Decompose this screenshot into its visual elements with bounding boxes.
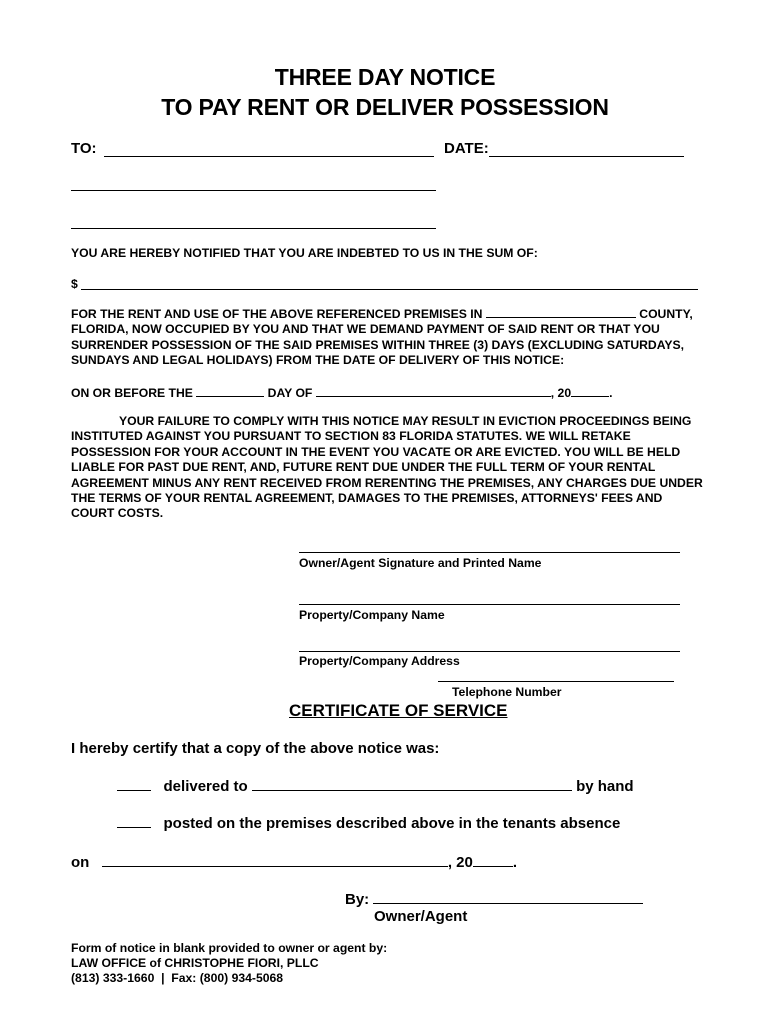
- posted-checkbox-line[interactable]: [117, 813, 151, 828]
- by-hand-label: by hand: [576, 778, 634, 795]
- by-signature-field[interactable]: [373, 889, 643, 904]
- footer-phone-fax: (813) 333-1660 | Fax: (800) 934-5068: [71, 971, 284, 985]
- footer-provided-by: Form of notice in blank provided to owner or agent by:: [71, 941, 388, 955]
- document-title-line1: THREE DAY NOTICE: [274, 64, 496, 90]
- posted-row: [117, 813, 620, 832]
- on-or-before-line: [71, 384, 613, 400]
- by-label: By:: [345, 891, 370, 908]
- owner-agent-signature-label: Owner/Agent Signature and Printed Name: [299, 556, 542, 570]
- rent-line4: SUNDAYS AND LEGAL HOLIDAYS) FROM THE DATE OF DELIVERY OF THIS NOTICE:: [71, 353, 565, 368]
- telephone-line[interactable]: [438, 681, 674, 682]
- rent-line1-a: FOR THE RENT AND USE OF THE ABOVE REFERENCED PREMISES IN: [71, 307, 483, 321]
- on-or-before-label: ON OR BEFORE THE: [71, 386, 193, 400]
- delivered-to-field[interactable]: [252, 776, 572, 791]
- delivered-row: [117, 776, 634, 795]
- service-year-field[interactable]: [473, 852, 513, 867]
- service-date-field[interactable]: [102, 852, 448, 867]
- warning-line1: YOUR FAILURE TO COMPLY WITH THIS NOTICE MAY RESULT IN EVICTION PROCEEDINGS BEING: [119, 414, 692, 428]
- rent-line1-b: COUNTY,: [639, 307, 693, 321]
- county-field[interactable]: [486, 305, 636, 318]
- warning-line6: THE TERMS OF YOUR RENTAL AGREEMENT, DAMAGES TO THE PREMISES, ATTORNEYS' FEES AND: [71, 491, 663, 506]
- service-year-suffix: .: [512, 854, 518, 871]
- dollar-sign: $: [71, 277, 78, 291]
- owner-agent-signature-line[interactable]: [299, 552, 680, 553]
- company-name-line[interactable]: [299, 604, 680, 605]
- company-name-label: Property/Company Name: [299, 608, 445, 622]
- indebted-statement: YOU ARE HEREBY NOTIFIED THAT YOU ARE INDEBTED TO US IN THE SUM OF:: [71, 246, 538, 260]
- certificate-heading: CERTIFICATE OF SERVICE: [289, 701, 508, 720]
- footer-law-office: LAW OFFICE of CHRISTOPHE FIORI, PLLC: [71, 956, 319, 970]
- year-field[interactable]: [571, 384, 609, 397]
- warning-line2: INSTITUTED AGAINST YOU PURSUANT TO SECTION 83 FLORIDA STATUTES. WE WILL RETAKE: [71, 429, 631, 444]
- company-address-label: Property/Company Address: [299, 654, 460, 668]
- delivered-to-label: delivered to: [163, 778, 248, 795]
- to-field-line2[interactable]: [71, 190, 436, 191]
- certify-statement: I hereby certify that a copy of the above notice was:: [71, 740, 440, 757]
- by-row: [345, 889, 643, 908]
- warning-line3: POSSESSION FOR YOUR ACCOUNT IN THE EVENT YOU VACATE OR ARE EVICTED. YOU WILL BE HELD: [71, 444, 681, 459]
- date-field[interactable]: [489, 156, 684, 157]
- company-address-line[interactable]: [299, 651, 680, 652]
- warning-line5: AGREEMENT MINUS ANY RENT RECEIVED FROM RERENTING THE PREMISES, ANY CHARGES DUE UNDER: [71, 475, 703, 490]
- warning-line4: LIABLE FOR PAST DUE RENT, AND, FUTURE RENT DUE UNDER THE FULL TERM OF YOUR RENTAL: [71, 460, 656, 475]
- delivered-checkbox-line[interactable]: [117, 776, 151, 791]
- warning-line7: COURT COSTS.: [71, 506, 164, 521]
- rent-line3: SURRENDER POSSESSION OF THE SAID PREMISES WITHIN THREE (3) DAYS (EXCLUDING SATURDAYS,: [71, 337, 685, 352]
- rent-demand-paragraph: [71, 305, 693, 369]
- amount-field[interactable]: [81, 289, 698, 290]
- month-field[interactable]: [316, 384, 551, 397]
- date-label: DATE:: [444, 140, 489, 157]
- telephone-label: Telephone Number: [452, 685, 562, 699]
- day-field[interactable]: [196, 384, 264, 397]
- service-date-row: [71, 852, 517, 871]
- to-field-line1[interactable]: [104, 156, 434, 157]
- on-label: on: [71, 854, 90, 871]
- rent-line2: FLORIDA, NOW OCCUPIED BY YOU AND THAT WE DEMAND PAYMENT OF SAID RENT OR THAT YOU: [71, 322, 660, 337]
- day-of-label: DAY OF: [267, 386, 313, 400]
- year-prefix: , 20: [550, 386, 572, 400]
- document-title-line2: TO PAY RENT OR DELIVER POSSESSION: [161, 94, 609, 120]
- to-field-line3[interactable]: [71, 228, 436, 229]
- posted-label: posted on the premises described above in the tenants absence: [163, 815, 621, 832]
- year-suffix: .: [609, 386, 613, 400]
- owner-agent-label: Owner/Agent: [374, 908, 468, 925]
- to-label: TO:: [71, 140, 97, 157]
- service-year-prefix: , 20: [447, 854, 473, 871]
- eviction-warning-paragraph: [71, 414, 703, 522]
